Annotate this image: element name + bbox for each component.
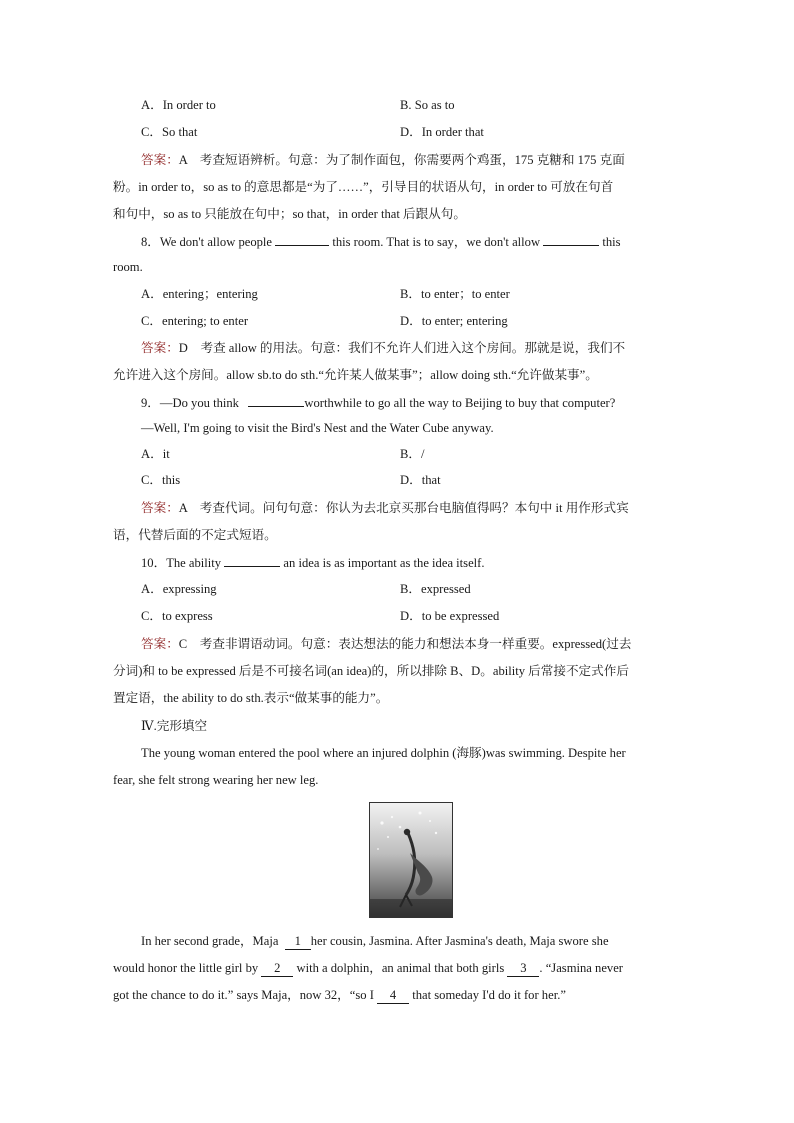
answer-blank bbox=[275, 233, 329, 246]
q10-option-d: D．to be expressed bbox=[400, 609, 500, 623]
passage-text: In her second grade，Maja bbox=[141, 934, 279, 948]
q9-option-a: A．it bbox=[141, 447, 170, 461]
q8-stem-b: this room. That is to say，we don't allow bbox=[332, 235, 541, 249]
q10-answer-line-1 bbox=[141, 636, 631, 652]
q8-stem-line-1 bbox=[141, 233, 621, 250]
q8-answer-line-1 bbox=[141, 340, 625, 356]
passage-text: with a dolphin，an animal that both girls bbox=[296, 961, 505, 975]
q9-stem-a: 9．—Do you think bbox=[141, 396, 239, 410]
passage-text: that someday I'd do it for her.” bbox=[412, 988, 566, 1002]
passage-intro-line-1: The young woman entered the pool where an injured dolphin (海豚)was swimming. Despite her bbox=[141, 746, 626, 760]
cloze-blank-2: 2 bbox=[261, 960, 293, 977]
q8-stem-a: 8．We don't allow people bbox=[141, 235, 273, 249]
dolphin-swimmer-image bbox=[369, 802, 453, 918]
q7-option-c: C．So that bbox=[141, 125, 198, 139]
answer-text: A 考查短语辨析。句意：为了制作面包，你需要两个鸡蛋，175 克糖和 175 克面 bbox=[178, 153, 625, 167]
q9-option-b: B．/ bbox=[400, 447, 425, 461]
q10-option-a: A．expressing bbox=[141, 582, 217, 596]
q9-option-c: C．this bbox=[141, 473, 181, 487]
q9-answer-line-1 bbox=[141, 500, 629, 516]
passage-line-3 bbox=[113, 987, 566, 1004]
q9-stem-line-1 bbox=[141, 394, 615, 411]
passage-intro-line-2: fear, she felt strong wearing her new leg. bbox=[113, 773, 319, 787]
q8-option-c: C．entering; to enter bbox=[141, 314, 249, 328]
q8-answer-line-2: 允许进入这个房间。allow sb.to do sth.“允许某人做某事”；allow doing sth.“允许做某事”。 bbox=[113, 368, 598, 382]
q7-answer-line-2: 粉。in order to，so as to 的意思都是“为了……”，引导目的状语从句，in order to 可放在句首 bbox=[113, 180, 614, 194]
passage-text: would honor the little girl by bbox=[113, 961, 259, 975]
q10-stem-a: 10．The ability bbox=[141, 556, 222, 570]
answer-text: A 考查代词。问句句意：你认为去北京买那台电脑值得吗？本句中 it 用作形式宾 bbox=[178, 501, 629, 515]
answer-text: D 考查 allow 的用法。句意：我们不允许人们进入这个房间。那就是说，我们不 bbox=[178, 341, 626, 355]
q10-option-b: B．expressed bbox=[400, 582, 471, 596]
q9-stem-b: worthwhile to go all the way to Beijing to buy that computer? bbox=[304, 396, 616, 410]
q7-option-a: A．In order to bbox=[141, 98, 216, 112]
answer-label: 答案： bbox=[141, 153, 179, 167]
q7-answer-line-1 bbox=[141, 152, 625, 168]
q7-option-d: D．In order that bbox=[400, 125, 484, 139]
cloze-blank-3: 3 bbox=[507, 960, 539, 977]
answer-label: 答案： bbox=[141, 341, 179, 355]
q10-stem bbox=[141, 554, 485, 571]
q7-answer-line-3: 和句中，so as to 只能放在句中；so that，in order that 后跟从句。 bbox=[113, 207, 466, 221]
passage-text: . “Jasmina never bbox=[539, 961, 623, 975]
answer-blank bbox=[248, 394, 304, 407]
section-title: Ⅳ.完形填空 bbox=[141, 719, 208, 733]
q9-option-d: D．that bbox=[400, 473, 441, 487]
q10-option-c: C．to express bbox=[141, 609, 213, 623]
answer-label: 答案： bbox=[141, 501, 179, 515]
answer-blank bbox=[543, 233, 599, 246]
answer-text: C 考查非谓语动词。句意：表达想法的能力和想法本身一样重要。expressed(过去 bbox=[178, 637, 632, 651]
answer-blank bbox=[224, 554, 280, 567]
q8-option-d: D．to enter; entering bbox=[400, 314, 508, 328]
q9-stem-line-2: —Well, I'm going to visit the Bird's Nest and the Water Cube anyway. bbox=[141, 421, 494, 435]
answer-label: 答案： bbox=[141, 637, 179, 651]
q8-option-a: A．entering；entering bbox=[141, 287, 258, 301]
q8-option-b: B．to enter；to enter bbox=[400, 287, 510, 301]
passage-line-1 bbox=[141, 933, 609, 950]
q10-answer-line-2: 分词)和 to be expressed 后是不可接名词(an idea)的，所以排除 B、D。ability 后常接不定式作后 bbox=[113, 664, 629, 678]
q9-answer-line-2: 语，代替后面的不定式短语。 bbox=[113, 528, 277, 542]
q10-answer-line-3: 置定语，the ability to do sth.表示“做某事的能力”。 bbox=[113, 691, 389, 705]
q8-stem-c: this bbox=[602, 235, 621, 249]
q10-stem-b: an idea is as important as the idea itself. bbox=[283, 556, 485, 570]
q8-stem-line-2: room. bbox=[113, 260, 143, 274]
cloze-blank-4: 4 bbox=[377, 987, 409, 1004]
passage-text: got the chance to do it.” says Maja，now 32，“so I bbox=[113, 988, 374, 1002]
cloze-blank-1: 1 bbox=[285, 933, 311, 950]
passage-line-2 bbox=[113, 960, 623, 977]
passage-text: her cousin, Jasmina. After Jasmina's death, Maja swore she bbox=[310, 934, 609, 948]
q7-option-b: B. So as to bbox=[400, 98, 455, 112]
